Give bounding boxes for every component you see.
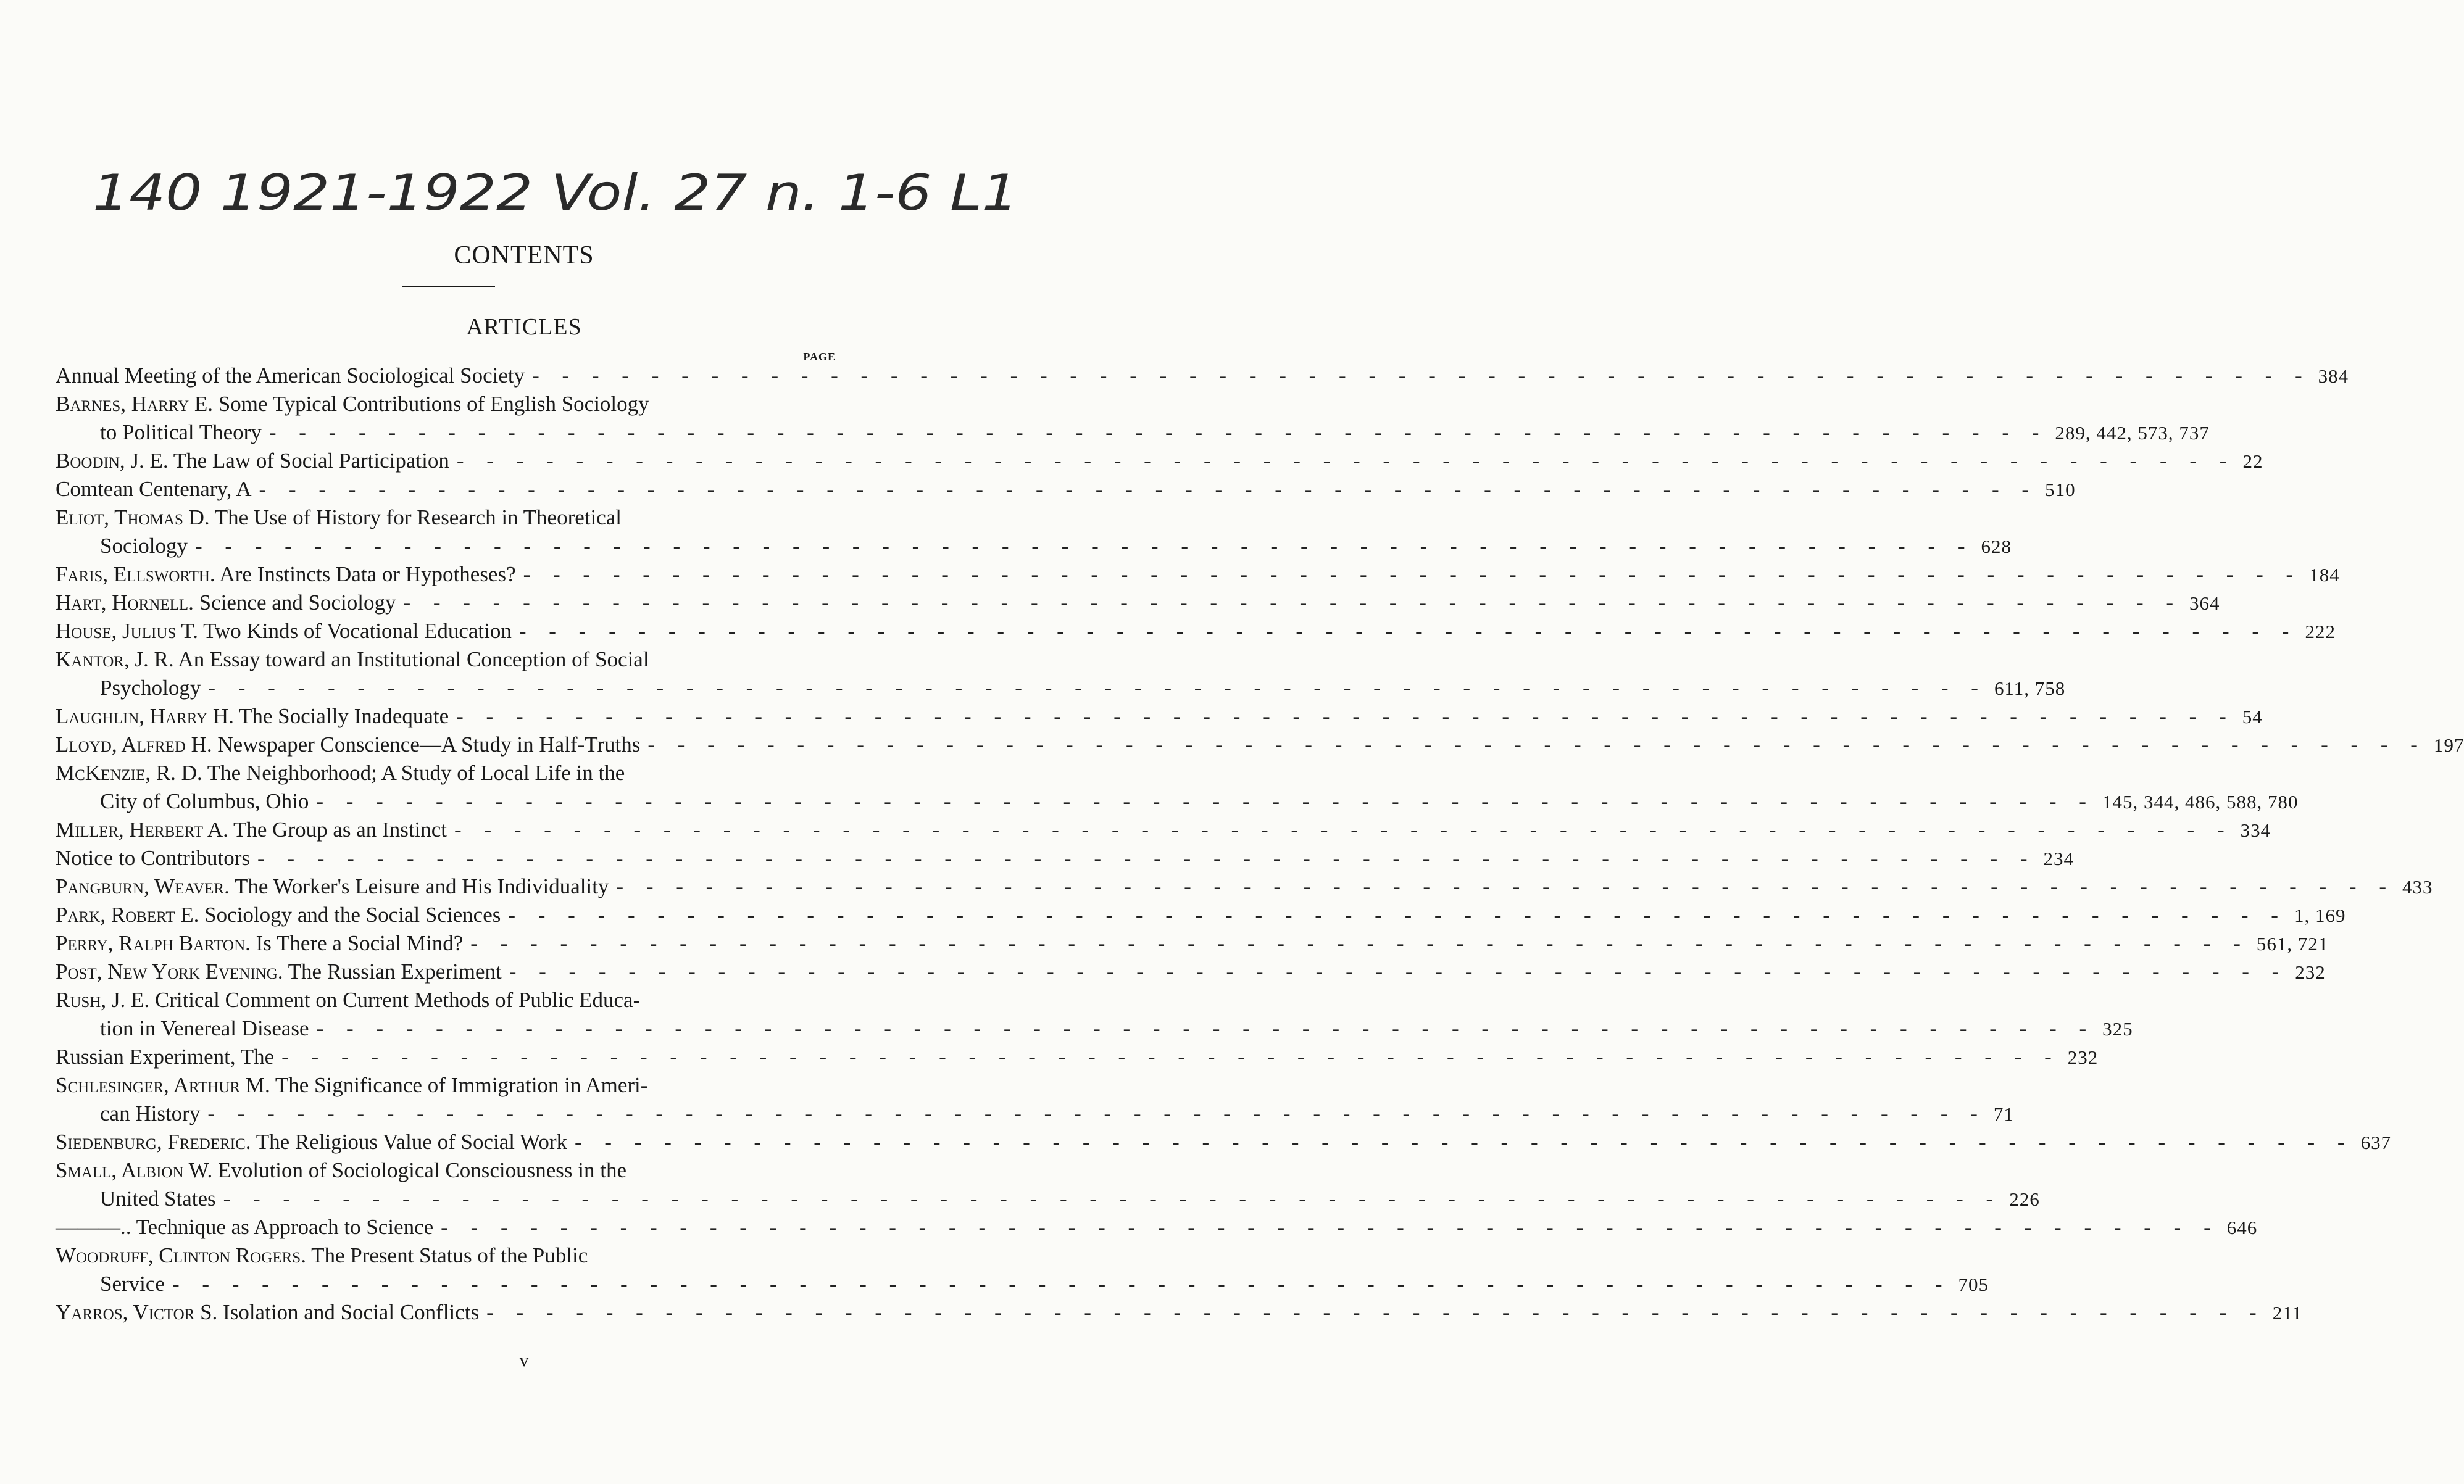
dot-leader: - - - - - - - - - - - - - - - - - - - - - - - - - - - - - - - - - - - - - - - - - - - - - - - - - - - - - - - - - - - -	[259, 477, 2038, 501]
dot-leader: - - - - - - - - - - - - - - - - - - - - - - - - - - - - - - - - - - - - - - - - - - - - - - - - - - - - - - - - - - - -	[509, 960, 2288, 984]
toc-title-continuation: Sociology	[100, 534, 188, 558]
toc-entry-text	[56, 447, 449, 475]
toc-entry-line	[56, 1242, 836, 1270]
toc-page-number: 561, 721	[2256, 933, 2329, 955]
toc-entry-text	[56, 504, 622, 532]
toc-entry-text	[56, 844, 250, 873]
toc-title: Newspaper Conscience—A Study in Half-Truths	[217, 732, 641, 757]
toc-entry	[56, 929, 2329, 958]
dot-leader: - - - - - - - - - - - - - - - - - - - - - - - - - - - - - - - - - - - - - - - - - - - - - - - - - - - - - - - - - - - -	[223, 1187, 2002, 1211]
toc-title-continuation: to Political Theory	[100, 420, 262, 444]
toc-author: Schlesinger, Arthur M.	[56, 1073, 270, 1097]
toc-entry	[56, 1213, 2258, 1242]
toc-page-number: 325	[2102, 1018, 2133, 1040]
dot-leader: - - - - - - - - - - - - - - - - - - - - - - - - - - - - - - - - - - - - - - - - - - - - - - - - - - - - - - - - - - - -	[316, 1016, 2096, 1040]
toc-author: Miller, Herbert A.	[56, 818, 228, 842]
toc-entry	[56, 1071, 2014, 1128]
toc-entry-text	[56, 1043, 274, 1071]
toc-entry	[56, 873, 2433, 901]
toc-title: Critical Comment on Current Methods of Public Educa-	[154, 988, 641, 1012]
toc-entry	[56, 958, 2326, 986]
toc-page-number: 705	[1958, 1274, 1989, 1295]
handwritten-note-text: 140 1921-1922 Vol. 27 n. 1-6 L1	[93, 164, 1018, 222]
toc-title: The Group as an Instinct	[233, 818, 447, 842]
toc-entry-text	[56, 1128, 567, 1156]
toc-page-number: 364	[2189, 592, 2220, 614]
page-folio: v	[519, 1350, 529, 1370]
toc-entry-line	[56, 901, 2346, 929]
dot-leader: - - - - - - - - - - - - - - - - - - - - - - - - - - - - - - - - - - - - - - - - - - - - - - - - - - - - - - - - - - - -	[518, 619, 2298, 643]
toc-page-number: 54	[2242, 706, 2263, 727]
toc-page-number: 384	[2318, 365, 2349, 387]
toc-entry-continuation-line	[56, 418, 2210, 447]
toc-entry-text	[56, 362, 525, 390]
toc-entry-line	[56, 617, 2336, 645]
toc-title: The Use of History for Research in Theoretical	[214, 505, 622, 529]
toc-page-number: 433	[2402, 876, 2433, 898]
toc-title: Comtean Centenary, A	[56, 477, 252, 501]
toc-entry-continuation-line	[56, 1100, 2014, 1128]
toc-entry-text	[56, 816, 447, 844]
toc-title: Technique as Approach to Science	[136, 1215, 434, 1239]
toc-title: The Significance of Immigration in Ameri-	[275, 1073, 648, 1097]
toc-entry	[56, 617, 2336, 645]
toc-entry-line	[56, 504, 836, 532]
toc-entry-text	[56, 702, 449, 731]
toc-title: Russian Experiment, The	[56, 1045, 275, 1069]
toc-title: Sociology and the Social Sciences	[204, 903, 501, 927]
toc-entry-line	[56, 844, 2075, 873]
toc-author: Kantor, J. R.	[56, 647, 174, 671]
dot-leader: - - - - - - - - - - - - - - - - - - - - - - - - - - - - - - - - - - - - - - - - - - - - - - - - - - - - - - - - - - - -	[456, 704, 2235, 728]
toc-title: Is There a Social Mind?	[256, 931, 464, 955]
toc-title: Some Typical Contributions of English Sociology	[218, 392, 649, 416]
page-column-label: PAGE	[803, 350, 836, 363]
toc-title: An Essay toward an Institutional Conception of Social	[178, 647, 649, 671]
toc-entry-continuation-line	[56, 532, 2012, 560]
toc-page-number: 226	[2009, 1188, 2040, 1210]
toc-entry	[56, 645, 2066, 702]
toc-entry-line	[56, 759, 836, 787]
toc-entry-continuation-line	[56, 1014, 2133, 1043]
toc-page-number: 145, 344, 486, 588, 780	[2102, 791, 2299, 813]
toc-title: Science and Sociology	[199, 591, 396, 615]
toc-author: Siedenburg, Frederic.	[56, 1130, 251, 1154]
toc-entry-text	[56, 1298, 479, 1327]
toc-entry-continuation-line	[56, 1270, 1989, 1298]
toc-entry-line	[56, 1298, 2303, 1327]
dot-leader: - - - - - - - - - - - - - - - - - - - - - - - - - - - - - - - - - - - - - - - - - - - - - - - - - - - - - - - - - - - -	[574, 1130, 2354, 1154]
toc-title: The Worker's Leisure and His Individuality	[234, 874, 609, 898]
toc-title: The Neighborhood; A Study of Local Life in the	[207, 761, 625, 785]
toc-author: Eliot, Thomas D.	[56, 505, 210, 529]
toc-title: The Religious Value of Social Work	[256, 1130, 567, 1154]
toc-title-continuation: Psychology	[100, 676, 201, 700]
toc-entry	[56, 731, 2464, 759]
toc-entry-line	[56, 873, 2433, 901]
toc-page-number: 637	[2360, 1132, 2392, 1153]
toc-page-number: 197	[2433, 734, 2464, 756]
toc-author: Park, Robert E.	[56, 903, 199, 927]
toc-title-continuation: City of Columbus, Ohio	[100, 789, 309, 813]
title-rule	[402, 286, 495, 287]
toc-title: The Law of Social Participation	[173, 449, 449, 473]
toc-title: Annual Meeting of the American Sociological Society	[56, 363, 525, 388]
toc-entry	[56, 560, 2340, 589]
dot-leader: - - - - - - - - - - - - - - - - - - - - - - - - - - - - - - - - - - - - - - - - - - - - - - - - - - - - - - - - - - - -	[172, 1272, 1951, 1296]
toc-entry-text	[56, 589, 396, 617]
toc-entry-line	[56, 958, 2326, 986]
toc-author: Pangburn, Weaver.	[56, 874, 230, 898]
toc-page-number: 510	[2045, 479, 2076, 500]
toc-entry	[56, 1043, 2099, 1071]
dot-leader: - - - - - - - - - - - - - - - - - - - - - - - - - - - - - - - - - - - - - - - - - - - - - - - - - - - - - - - - - - - -	[403, 591, 2183, 615]
toc-entry	[56, 759, 2299, 816]
toc-page-number: 646	[2226, 1217, 2258, 1238]
toc-entry-text	[56, 901, 501, 929]
toc-author: Hart, Hornell.	[56, 591, 194, 615]
toc-page-number: 289, 442, 573, 737	[2055, 422, 2210, 444]
toc-page-number: 222	[2305, 621, 2336, 642]
toc-page-number: 611, 758	[1994, 678, 2066, 699]
toc-entry	[56, 447, 2263, 475]
toc-author: Rush, J. E.	[56, 988, 150, 1012]
table-of-contents	[56, 362, 2464, 1327]
toc-author: Perry, Ralph Barton.	[56, 931, 251, 955]
toc-page-number: 334	[2240, 819, 2271, 841]
toc-title: The Present Status of the Public	[311, 1243, 588, 1267]
toc-title: The Socially Inadequate	[239, 704, 449, 728]
dot-leader: - - - - - - - - - - - - - - - - - - - - - - - - - - - - - - - - - - - - - - - - - - - - - - - - - - - - - - - - - - - -	[456, 449, 2236, 473]
toc-entry	[56, 504, 2012, 560]
toc-entry-line	[56, 475, 2076, 504]
toc-entry-text	[56, 929, 463, 958]
toc-title: Isolation and Social Conflicts	[223, 1300, 480, 1324]
toc-author: Yarros, Victor S.	[56, 1300, 218, 1324]
toc-author: Barnes, Harry E.	[56, 392, 214, 416]
toc-entry-line	[56, 362, 2349, 390]
toc-entry-line	[56, 645, 836, 674]
toc-entry	[56, 362, 2349, 390]
toc-title: Are Instincts Data or Hypotheses?	[219, 562, 516, 586]
dot-leader: - - - - - - - - - - - - - - - - - - - - - - - - - - - - - - - - - - - - - - - - - - - - - - - - - - - - - - - - - - - -	[281, 1045, 2060, 1069]
dot-leader: - - - - - - - - - - - - - - - - - - - - - - - - - - - - - - - - - - - - - - - - - - - - - - - - - - - - - - - - - - - -	[316, 789, 2095, 813]
toc-entry-line	[56, 929, 2329, 958]
toc-entry	[56, 1156, 2040, 1213]
toc-entry	[56, 844, 2075, 873]
dot-leader: - - - - - - - - - - - - - - - - - - - - - - - - - - - - - - - - - - - - - - - - - - - - - - - - - - - - - - - - - - - -	[616, 874, 2395, 898]
toc-entry-text	[56, 873, 609, 901]
toc-page-number: 22	[2242, 450, 2263, 472]
toc-page-number: 232	[2295, 961, 2326, 983]
toc-entry-text	[56, 645, 649, 674]
toc-author: McKenzie, R. D.	[56, 761, 202, 785]
section-heading-articles: ARTICLES	[466, 314, 582, 340]
toc-entry-line	[56, 560, 2340, 589]
toc-author: Faris, Ellsworth.	[56, 562, 215, 586]
toc-entry-text	[56, 1213, 433, 1242]
toc-entry-line	[56, 1043, 2099, 1071]
toc-title: Notice to Contributors	[56, 846, 250, 870]
toc-entry	[56, 1242, 1989, 1298]
handwritten-shelf-note	[93, 148, 1031, 234]
dot-leader: - - - - - - - - - - - - - - - - - - - - - - - - - - - - - - - - - - - - - - - - - - - - - - - - - - - - - - - - - - - -	[257, 846, 2036, 870]
toc-entry-text	[56, 1071, 647, 1100]
dot-leader: - - - - - - - - - - - - - - - - - - - - - - - - - - - - - - - - - - - - - - - - - - - - - - - - - - - - - - - - - - - -	[194, 534, 1974, 558]
toc-entry	[56, 1298, 2303, 1327]
toc-entry	[56, 390, 2210, 447]
dot-leader: - - - - - - - - - - - - - - - - - - - - - - - - - - - - - - - - - - - - - - - - - - - - - - - - - - - - - - - - - - - -	[207, 1101, 1986, 1125]
toc-title: Two Kinds of Vocational Education	[203, 619, 512, 643]
toc-entry-continuation-line	[56, 674, 2066, 702]
toc-entry-continuation-line	[56, 787, 2299, 816]
toc-page-number: 184	[2309, 564, 2340, 586]
toc-entry-line	[56, 589, 2220, 617]
toc-entry-line	[56, 1156, 836, 1185]
toc-entry	[56, 702, 2263, 731]
toc-entry-line	[56, 390, 836, 418]
toc-entry	[56, 986, 2133, 1043]
dot-leader: - - - - - - - - - - - - - - - - - - - - - - - - - - - - - - - - - - - - - - - - - - - - - - - - - - - - - - - - - - - -	[208, 676, 1987, 700]
toc-entry	[56, 1128, 2392, 1156]
toc-entry-text	[56, 731, 640, 759]
toc-entry	[56, 475, 2076, 504]
dot-leader: - - - - - - - - - - - - - - - - - - - - - - - - - - - - - - - - - - - - - - - - - - - - - - - - - - - - - - - - - - - -	[647, 732, 2426, 757]
toc-entry-text	[56, 759, 625, 787]
toc-entry-line	[56, 447, 2263, 475]
toc-title-continuation: can History	[100, 1101, 201, 1125]
toc-entry-text	[56, 958, 502, 986]
toc-entry-line	[56, 1213, 2258, 1242]
toc-entry	[56, 589, 2220, 617]
toc-author: Lloyd, Alfred H.	[56, 732, 212, 757]
toc-entry-text	[56, 475, 252, 504]
toc-entry-text	[56, 560, 516, 589]
dot-leader: - - - - - - - - - - - - - - - - - - - - - - - - - - - - - - - - - - - - - - - - - - - - - - - - - - - - - - - - - - - -	[268, 420, 2048, 444]
dot-leader: - - - - - - - - - - - - - - - - - - - - - - - - - - - - - - - - - - - - - - - - - - - - - - - - - - - - - - - - - - - -	[508, 903, 2287, 927]
toc-entry-text	[56, 390, 649, 418]
toc-page-number: 71	[1993, 1103, 2014, 1125]
toc-entry-text	[56, 617, 512, 645]
toc-entry-continuation-line	[56, 1185, 2040, 1213]
contents-title: CONTENTS	[454, 241, 594, 270]
toc-entry-text	[56, 1242, 588, 1270]
toc-page-number: 211	[2272, 1302, 2303, 1324]
dot-leader: - - - - - - - - - - - - - - - - - - - - - - - - - - - - - - - - - - - - - - - - - - - - - - - - - - - - - - - - - - - -	[470, 931, 2249, 955]
toc-title-continuation: Service	[100, 1272, 165, 1296]
dot-leader: - - - - - - - - - - - - - - - - - - - - - - - - - - - - - - - - - - - - - - - - - - - - - - - - - - - - - - - - - - - -	[486, 1300, 2265, 1324]
toc-entry	[56, 816, 2271, 844]
toc-author: Laughlin, Harry H.	[56, 704, 234, 728]
toc-entry-line	[56, 816, 2271, 844]
toc-entry-line	[56, 1071, 836, 1100]
toc-author: Woodruff, Clinton Rogers.	[56, 1243, 306, 1267]
toc-entry-text	[56, 1156, 626, 1185]
toc-author: Boodin, J. E.	[56, 449, 169, 473]
toc-author: House, Julius T.	[56, 619, 198, 643]
toc-entry-text	[56, 986, 640, 1014]
toc-author: Small, Albion W.	[56, 1158, 213, 1182]
toc-entry-line	[56, 702, 2263, 731]
toc-title-continuation: tion in Venereal Disease	[100, 1016, 309, 1040]
toc-page-number: 232	[2067, 1047, 2099, 1068]
toc-entry	[56, 901, 2346, 929]
toc-page-number: 628	[1981, 536, 2012, 557]
toc-title: The Russian Experiment	[288, 960, 502, 984]
toc-entry-line	[56, 1128, 2392, 1156]
dot-leader: - - - - - - - - - - - - - - - - - - - - - - - - - - - - - - - - - - - - - - - - - - - - - - - - - - - - - - - - - - - -	[454, 818, 2233, 842]
toc-entry-line	[56, 986, 836, 1014]
dot-leader: - - - - - - - - - - - - - - - - - - - - - - - - - - - - - - - - - - - - - - - - - - - - - - - - - - - - - - - - - - - -	[441, 1215, 2220, 1239]
toc-author: ———..	[56, 1215, 131, 1239]
dot-leader: - - - - - - - - - - - - - - - - - - - - - - - - - - - - - - - - - - - - - - - - - - - - - - - - - - - - - - - - - - - -	[532, 363, 2311, 388]
toc-title-continuation: United States	[100, 1187, 216, 1211]
toc-title: Evolution of Sociological Consciousness in the	[217, 1158, 626, 1182]
toc-page-number: 1, 169	[2294, 905, 2346, 926]
toc-entry-line	[56, 731, 2464, 759]
toc-page-number: 234	[2043, 848, 2075, 869]
dot-leader: - - - - - - - - - - - - - - - - - - - - - - - - - - - - - - - - - - - - - - - - - - - - - - - - - - - - - - - - - - - -	[523, 562, 2302, 586]
toc-author: Post, New York Evening.	[56, 960, 283, 984]
